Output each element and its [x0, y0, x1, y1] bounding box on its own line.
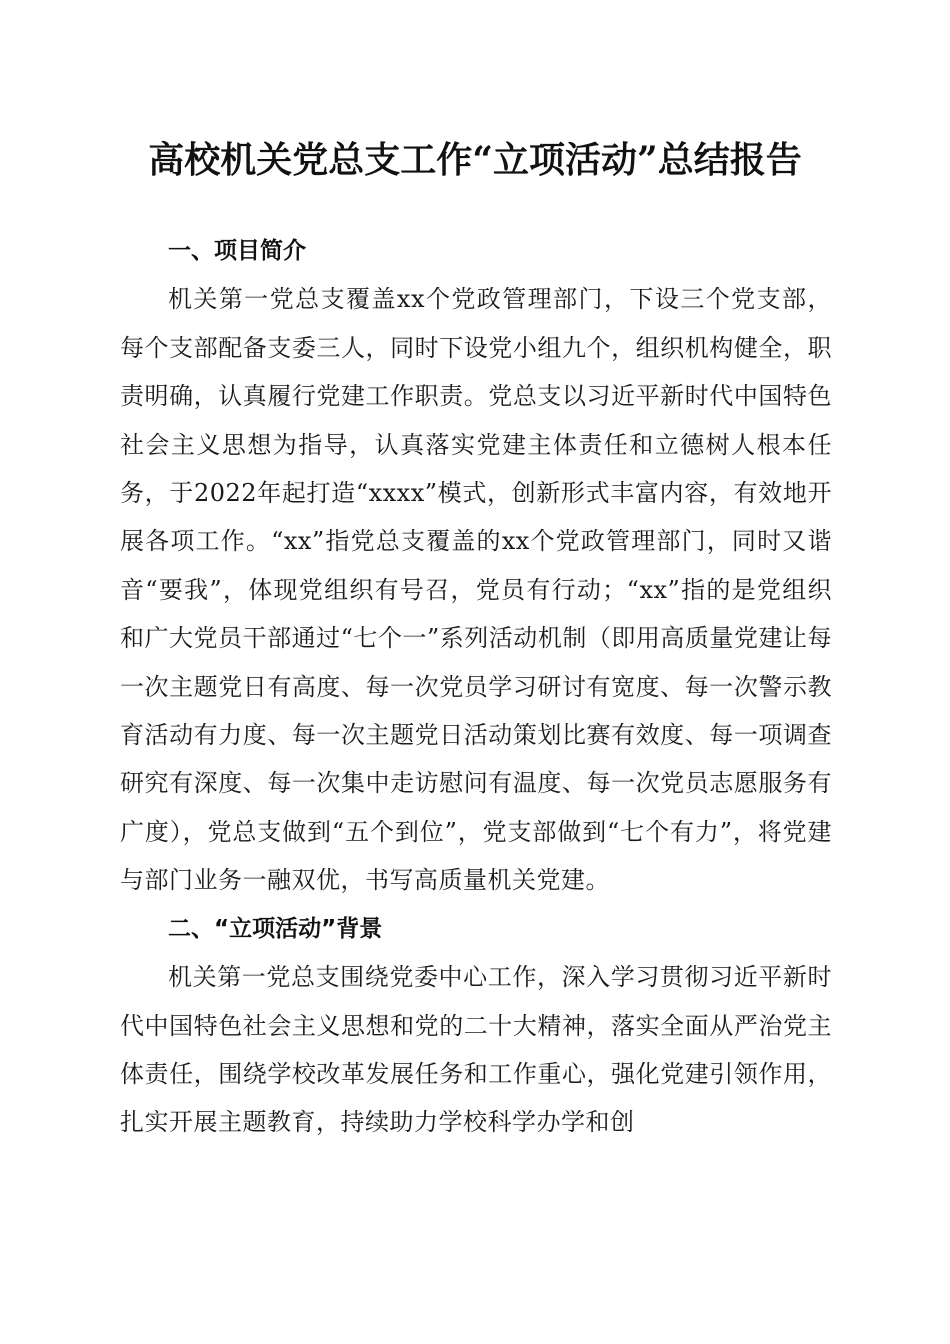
section-heading-intro: 一、项目简介	[168, 238, 306, 264]
section-paragraph-background: 机关第一党总支围绕党委中心工作，深入学习贯彻习近平新时代中国特色社会主义思想和党的二十大精神，落实全面从严治党主体责任，围绕学校改革发展任务和工作重心，强化党建引领作用，扎实开展主题教育，持续助力学校科学办学和创	[120, 963, 832, 1137]
section-heading-background: 二、“立项活动”背景	[168, 915, 383, 942]
document-title: 高校机关党总支工作“立项活动”总结报告	[148, 139, 802, 181]
section-paragraph-intro: 机关第一党总支覆盖xx个党政管理部门，下设三个党支部，每个支部配备支委三人，同时下设党小组九个，组织机构健全，职责明确，认真履行党建工作职责。党总支以习近平新时代中国特色社会主义思想为指导，认真落实党建主体责任和立德树人根本任务，于2022年起打造“xxxx”模式，创新形式丰富内容，有效地开展各项工作。“xx”指党总支覆盖的xx个党政管理部门，同时又谐音“要我”，体现党组织有号召，党员有行动；“xx”指的是党组织和广大党员干部通过“七个一”系列活动机制（即用高质量党建让每一次主题党日有高度、每一次党员学习研讨有宽度、每一次警示教育活动有力度、每一次主题党日活动策划比赛有效度、每一项调查研究有深度、每一次集中走访慰问有温度、每一次党员志愿服务有广度），党总支做到“五个到位”，党支部做到“七个有力”，将党建与部门业务一融双优，书写高质量机关党建。	[120, 285, 832, 895]
document-body	[120, 227, 832, 1147]
